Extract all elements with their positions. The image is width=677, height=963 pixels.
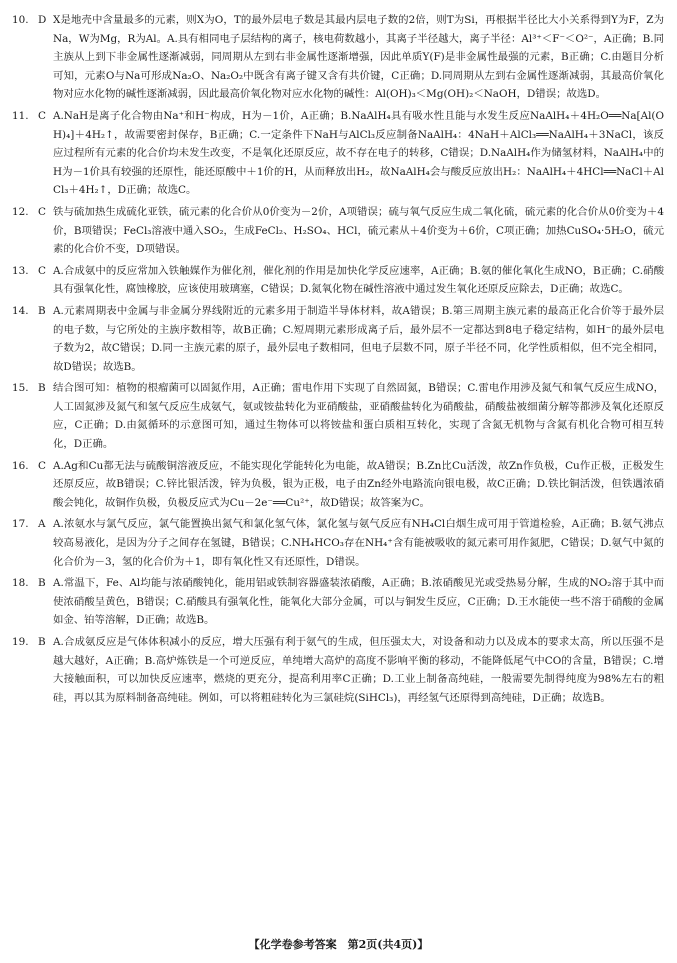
answer-item-13 — [12, 262, 664, 299]
answer-letter: C — [38, 459, 46, 472]
explanation-text: A.NaH是离子化合物由Na⁺和H⁻构成，H为－1价，A正确；B.NaAlH₄具有吸水性且能与水发生反应NaAlH₄＋4H₂O══Na[Al(OH)₄]＋4H₂↑，故需要密封保存，B正确；C.一定条件下NaH与AlCl₃反应制备NaAlH₄：4NaH＋AlCl₃══NaAlH₄＋3NaCl，该反应过程所有元素的化合价均未发生改变，不是氧化还原反应，故不存在电子的转移，C错误；D.NaAlH₄作为储氢材料，NaAlH₄中的H为－1价具有较强的还原性，能还原酸中＋1价的H，从而释放出H₂，故NaAlH₄会与酸反应放出H₂：NaAlH₄＋4HCl══NaCl＋AlCl₃＋4H₂↑，D正确；故选C。 — [53, 109, 664, 197]
question-number: 12. — [12, 205, 29, 218]
answer-letter: B — [38, 636, 46, 648]
answer-letter: C — [38, 205, 46, 218]
answer-letter: B — [38, 382, 46, 395]
answer-letter: B — [38, 577, 46, 590]
question-number: 13. — [12, 264, 29, 277]
answer-item-14 — [12, 302, 664, 376]
answer-letter: C — [38, 109, 46, 122]
question-number: 10. — [12, 14, 29, 26]
explanation-text: 结合图可知：植物的根瘤菌可以固氮作用，A正确；雷电作用下实现了自然固氮，B错误；C.雷电作用涉及氮气和氧气反应生成NO，人工固氮涉及氮气和氢气反应生成氨气，氨或铵盐转化为亚硝酸盐，亚硝酸盐转化为硝酸盐，硝酸盐被细菌分解等都涉及氧化还原反应，C正确；D.由氮循环的示意图可知，通过生物体可以将铵盐和蛋白质相互转化，实现了含氮无机物与含氮有机化合物可相互转化，D正确。 — [53, 382, 664, 451]
answer-item-16 — [12, 457, 664, 513]
question-number: 11. — [12, 109, 29, 122]
answer-letter: A — [38, 518, 46, 531]
question-number: 19. — [12, 636, 29, 648]
explanation-text: X是地壳中含量最多的元素，则X为O，T的最外层电子数是其最内层电子数的2倍，则T为Si，再根据半径比大小关系得到Y为F，Z为Na，W为Mg，R为Al。A.具有相同电子层结构的离子，核电荷数越小，其离子半径越大，离子半径：Al³⁺＜F⁻＜O²⁻，A正确；B.同主族从上到下非金属性逐渐减弱，同周期从左到右非金属性逐渐增强，因此单质Y(F)是非金属性最强的元素，B正确；C.由题目分析可知，元素O与Na可形成Na₂O、Na₂O₂中既含有离子键又含有共价键，C正确；D.同周期从左到右金属性逐渐减弱，其最高价氧化物对应水化物的碱性逐渐减弱，因此最高价氧化物对应水化物的碱性：Al(OH)₃＜Mg(OH)₂＜NaOH，D错误；故选D。 — [53, 14, 664, 101]
answer-list — [12, 11, 664, 710]
answer-item-17 — [12, 515, 664, 571]
answer-item-19 — [12, 633, 664, 707]
question-number: 15. — [12, 382, 29, 395]
page-footer: 【化学卷参考答案 第2页(共4页)】 — [248, 938, 429, 951]
explanation-text: A.合成氨中的反应常加入铁触媒作为催化剂，催化剂的作用是加快化学反应速率，A正确；B.氨的催化氧化生成NO，B正确；C.硝酸具有强氧化性，腐蚀橡胶，应该使用玻璃塞，C错误；D.氮氧化物在碱性溶液中通过发生氧化还原反应除去，D正确；故选C。 — [53, 264, 664, 296]
answer-item-18 — [12, 574, 664, 630]
explanation-text: A.Ag和Cu都无法与硫酸铜溶液反应，不能实现化学能转化为电能，故A错误；B.Zn比Cu活泼，故Zn作负极，Cu作正极，正极发生还原反应，故B错误；C.锌比银活泼，锌为负极，银为正极，电子由Zn经外电路流向银电极，故C正确；D.铁比铜活泼，但铁遇浓硝酸会钝化，故铜作负极，负极反应式为Cu－2e⁻══Cu²⁺，故D错误；故答案为C。 — [53, 459, 664, 509]
explanation-text: 铁与硫加热生成硫化亚铁，硫元素的化合价从0价变为－2价，A项错误；硫与氧气反应生成二氧化硫，硫元素的化合价从0价变为＋4价，B项错误；FeCl₃溶液中通入SO₂，生成FeCl₂、H₂SO₄、HCl，硫元素从＋4价变为＋6价，C项正确；加热CuSO₄·5H₂O，硫元素的化合价不变，D项错误。 — [53, 205, 664, 256]
answer-letter: D — [38, 14, 47, 26]
explanation-text: A.浓氨水与氯气反应，氯气能置换出氮气和氯化氢气体，氯化氢与氨气反应有NH₄Cl白烟生成可用于管道检验，A正确；B.氨气沸点较高易液化，是因为分子之间存在氢键，B错误；C.NH₄HCO₃存在NH₄⁺含有能被吸收的氮元素可用作氮肥，C错误；D.氨气中氮的化合价为－3，氢的化合价为＋1，即有氧化性又有还原性，D错误。 — [53, 518, 664, 568]
explanation-text: A.合成氨反应是气体体积减小的反应，增大压强有利于氨气的生成，但压强太大，对设备和动力以及成本的要求太高，所以压强不是越大越好，A正确；B.高炉炼铁是一个可逆反应，单纯增大高炉的高度不影响平衡的移动，不能降低尾气中CO的含量，B错误；C.增大接触面积，可以加快反应速率，燃烧的更充分，提高利用率C正确；D.工业上制备高纯硅，一般需要先制得纯度为98%左右的粗硅，再以其为原料制备高纯硅。例如，可以将粗硅转化为三氯硅烷(SiHCl₃)，再经氢气还原得到高纯硅，D正确；故选B。 — [53, 636, 664, 704]
answer-item-12 — [12, 203, 664, 259]
answer-item-15 — [12, 379, 664, 453]
answer-letter: C — [38, 264, 46, 277]
answer-item-11 — [12, 107, 664, 200]
answer-item-10 — [12, 11, 664, 104]
question-number: 18. — [12, 577, 29, 590]
question-number: 16. — [12, 459, 29, 472]
answer-letter: B — [38, 304, 46, 317]
explanation-text: A.元素周期表中金属与非金属分界线附近的元素多用于制造半导体材料，故A错误；B.第三周期主族元素的最高正化合价等于最外层的电子数，与它所处的主族序数相等，故B正确；C.短周期元素形成离子后，最外层不一定都达到8电子稳定结构，如H⁻的最外层电子数为2，故C错误；D.同一主族元素的原子，最外层电子数相同，但电子层数不同，原子半径不同，化学性质相似，但不完全相同，故D错误；故选B。 — [53, 304, 664, 373]
question-number: 17. — [12, 518, 29, 531]
explanation-text: A.常温下，Fe、Al均能与浓硝酸钝化，能用铝或铁制容器盛装浓硝酸，A正确；B.浓硝酸见光或受热易分解，生成的NO₂溶于其中而使浓硝酸呈黄色，B错误；C.硝酸具有强氧化性，能氧化大部分金属，可以与铜发生反应，C正确；D.王水能使一些不溶于硝酸的金属如金、铂等溶解，D正确；故选B。 — [53, 577, 664, 627]
question-number: 14. — [12, 304, 29, 317]
